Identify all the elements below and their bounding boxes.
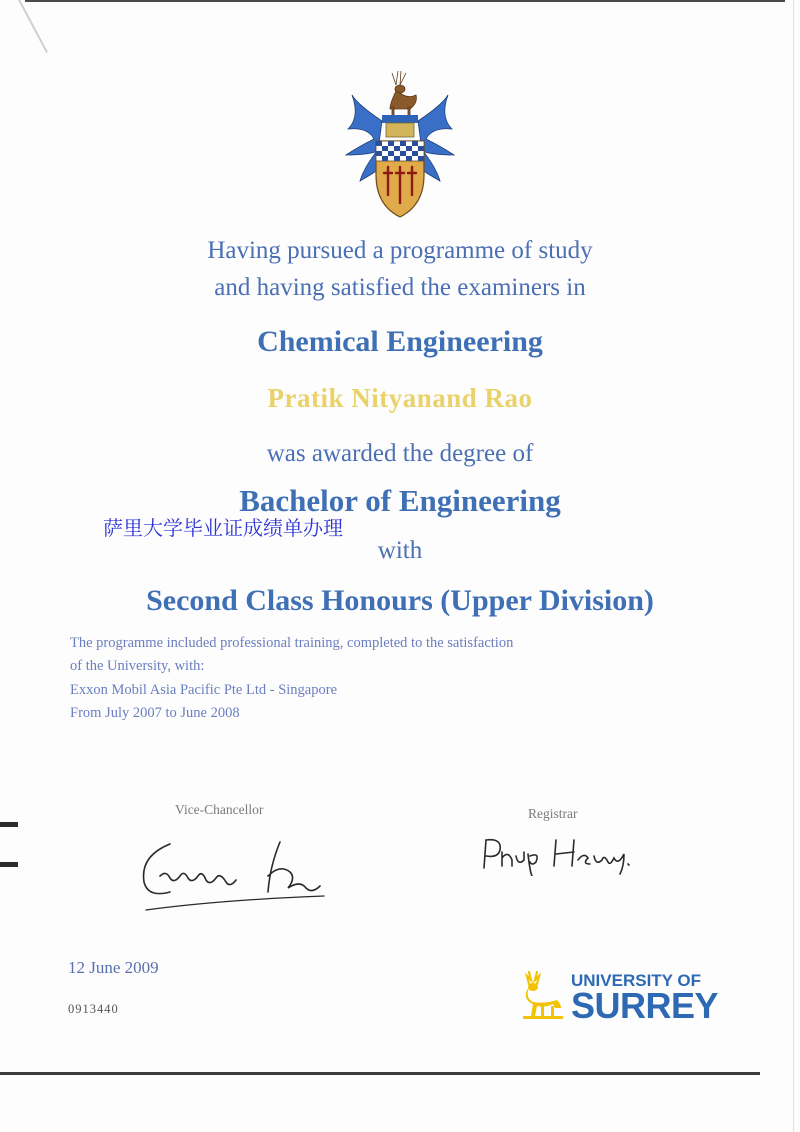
intro-line-2: and having satisfied the examiners in <box>214 274 586 301</box>
subject-title: Chemical Engineering <box>257 325 543 358</box>
vice-chancellor-label: Vice-Chancellor <box>175 802 264 817</box>
award-date: 12 June 2009 <box>68 958 159 977</box>
logo-university-of: UNIVERSITY OF <box>571 971 702 990</box>
training-line: From July 2007 to June 2008 <box>70 705 240 721</box>
awarded-text: was awarded the degree of <box>266 440 534 467</box>
training-line: Exxon Mobil Asia Pacific Pte Ltd - Singapore <box>70 682 338 698</box>
degree-title: Bachelor of Engineering <box>239 483 561 518</box>
scan-edge-line <box>18 0 48 53</box>
scan-border-bottom <box>0 1072 760 1075</box>
scan-edge-mark <box>0 822 18 827</box>
scan-border-right <box>793 0 794 1132</box>
honours-classification: Second Class Honours (Upper Division) <box>146 584 654 617</box>
serial-number: 0913440 <box>68 1002 119 1016</box>
training-line: The programme included professional training, completed to the satisfaction <box>70 635 514 651</box>
scan-edge-mark <box>0 862 18 867</box>
watermark-overlay-text: 萨里大学毕业证成绩单办理 <box>103 516 343 540</box>
stag-icon <box>515 970 565 1022</box>
vice-chancellor-signature <box>130 836 330 916</box>
university-coat-of-arms <box>338 55 462 220</box>
training-line: of the University, with: <box>70 658 205 674</box>
logo-surrey: SURREY <box>571 985 719 1026</box>
intro-line-1: Having pursued a programme of study <box>207 237 593 264</box>
registrar-label: Registrar <box>528 806 578 821</box>
registrar-signature <box>478 832 638 876</box>
with-text: with <box>377 537 423 564</box>
scan-border-top <box>25 0 785 2</box>
university-logo <box>515 968 719 1026</box>
recipient-name: Pratik Nityanand Rao <box>267 383 533 413</box>
